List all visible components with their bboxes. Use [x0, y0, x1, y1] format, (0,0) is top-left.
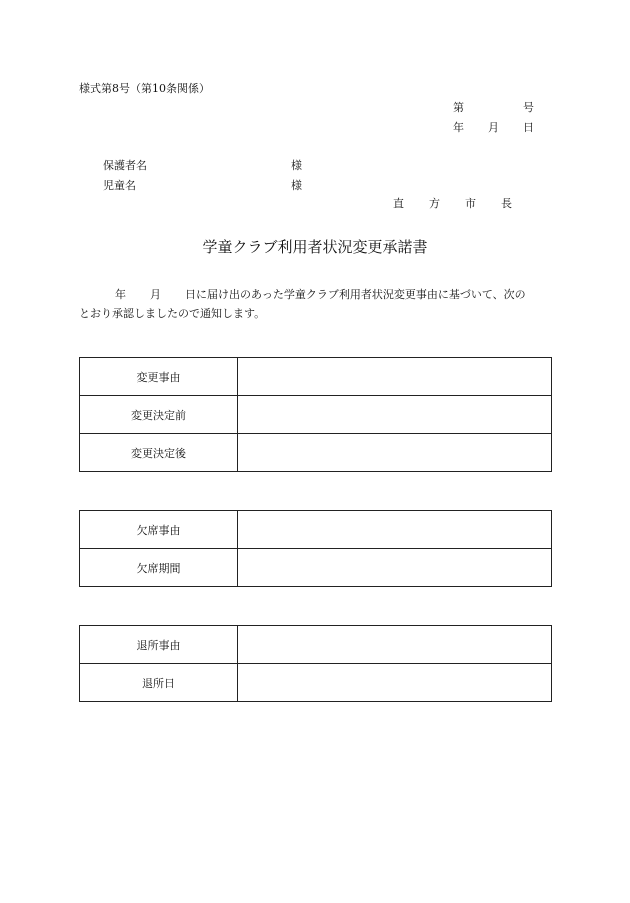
date-year-label: 年: [453, 121, 464, 134]
before-change-field[interactable]: [238, 396, 552, 434]
absence-reason-field[interactable]: [238, 511, 552, 549]
leave-reason-label: 退所事由: [80, 626, 238, 664]
child-name-label: 児童名: [103, 179, 136, 192]
after-change-label: 変更決定後: [80, 434, 238, 472]
body-month: 月: [150, 288, 161, 301]
guardian-name-label: 保護者名: [103, 159, 147, 172]
leave-date-label: 退所日: [80, 664, 238, 702]
after-change-field[interactable]: [238, 434, 552, 472]
table-row: [80, 626, 552, 664]
leave-reason-field[interactable]: [238, 626, 552, 664]
issuer-mayor: 直 方 市 長: [393, 197, 519, 210]
child-honorific: 様: [291, 179, 302, 192]
document-title: 学童クラブ利用者状況変更承諾書: [202, 238, 428, 256]
absence-details-table: [79, 510, 552, 587]
table-row: [80, 358, 552, 396]
leave-details-table: [79, 625, 552, 702]
leave-date-field[interactable]: [238, 664, 552, 702]
body-text-line1: 日に届け出のあった学童クラブ利用者状況変更事由に基づいて、次の: [185, 288, 526, 301]
date-day-label: 日: [523, 121, 534, 134]
absence-reason-label: 欠席事由: [80, 511, 238, 549]
absence-period-field[interactable]: [238, 549, 552, 587]
table-row: [80, 664, 552, 702]
document-number-prefix: 第: [453, 101, 464, 114]
guardian-honorific: 様: [291, 159, 302, 172]
change-details-table: [79, 357, 552, 472]
date-month-label: 月: [488, 121, 499, 134]
change-reason-field[interactable]: [238, 358, 552, 396]
document-number-suffix: 号: [523, 101, 534, 114]
table-row: [80, 511, 552, 549]
body-text-line2: とおり承認しましたので通知します。: [79, 307, 266, 320]
table-row: [80, 396, 552, 434]
body-year: 年: [115, 288, 126, 301]
table-row: [80, 434, 552, 472]
before-change-label: 変更決定前: [80, 396, 238, 434]
table-row: [80, 549, 552, 587]
form-number-label: 様式第8号（第10条関係）: [79, 82, 210, 95]
body-paragraph-line1: [79, 286, 559, 302]
absence-period-label: 欠席期間: [80, 549, 238, 587]
change-reason-label: 変更事由: [80, 358, 238, 396]
